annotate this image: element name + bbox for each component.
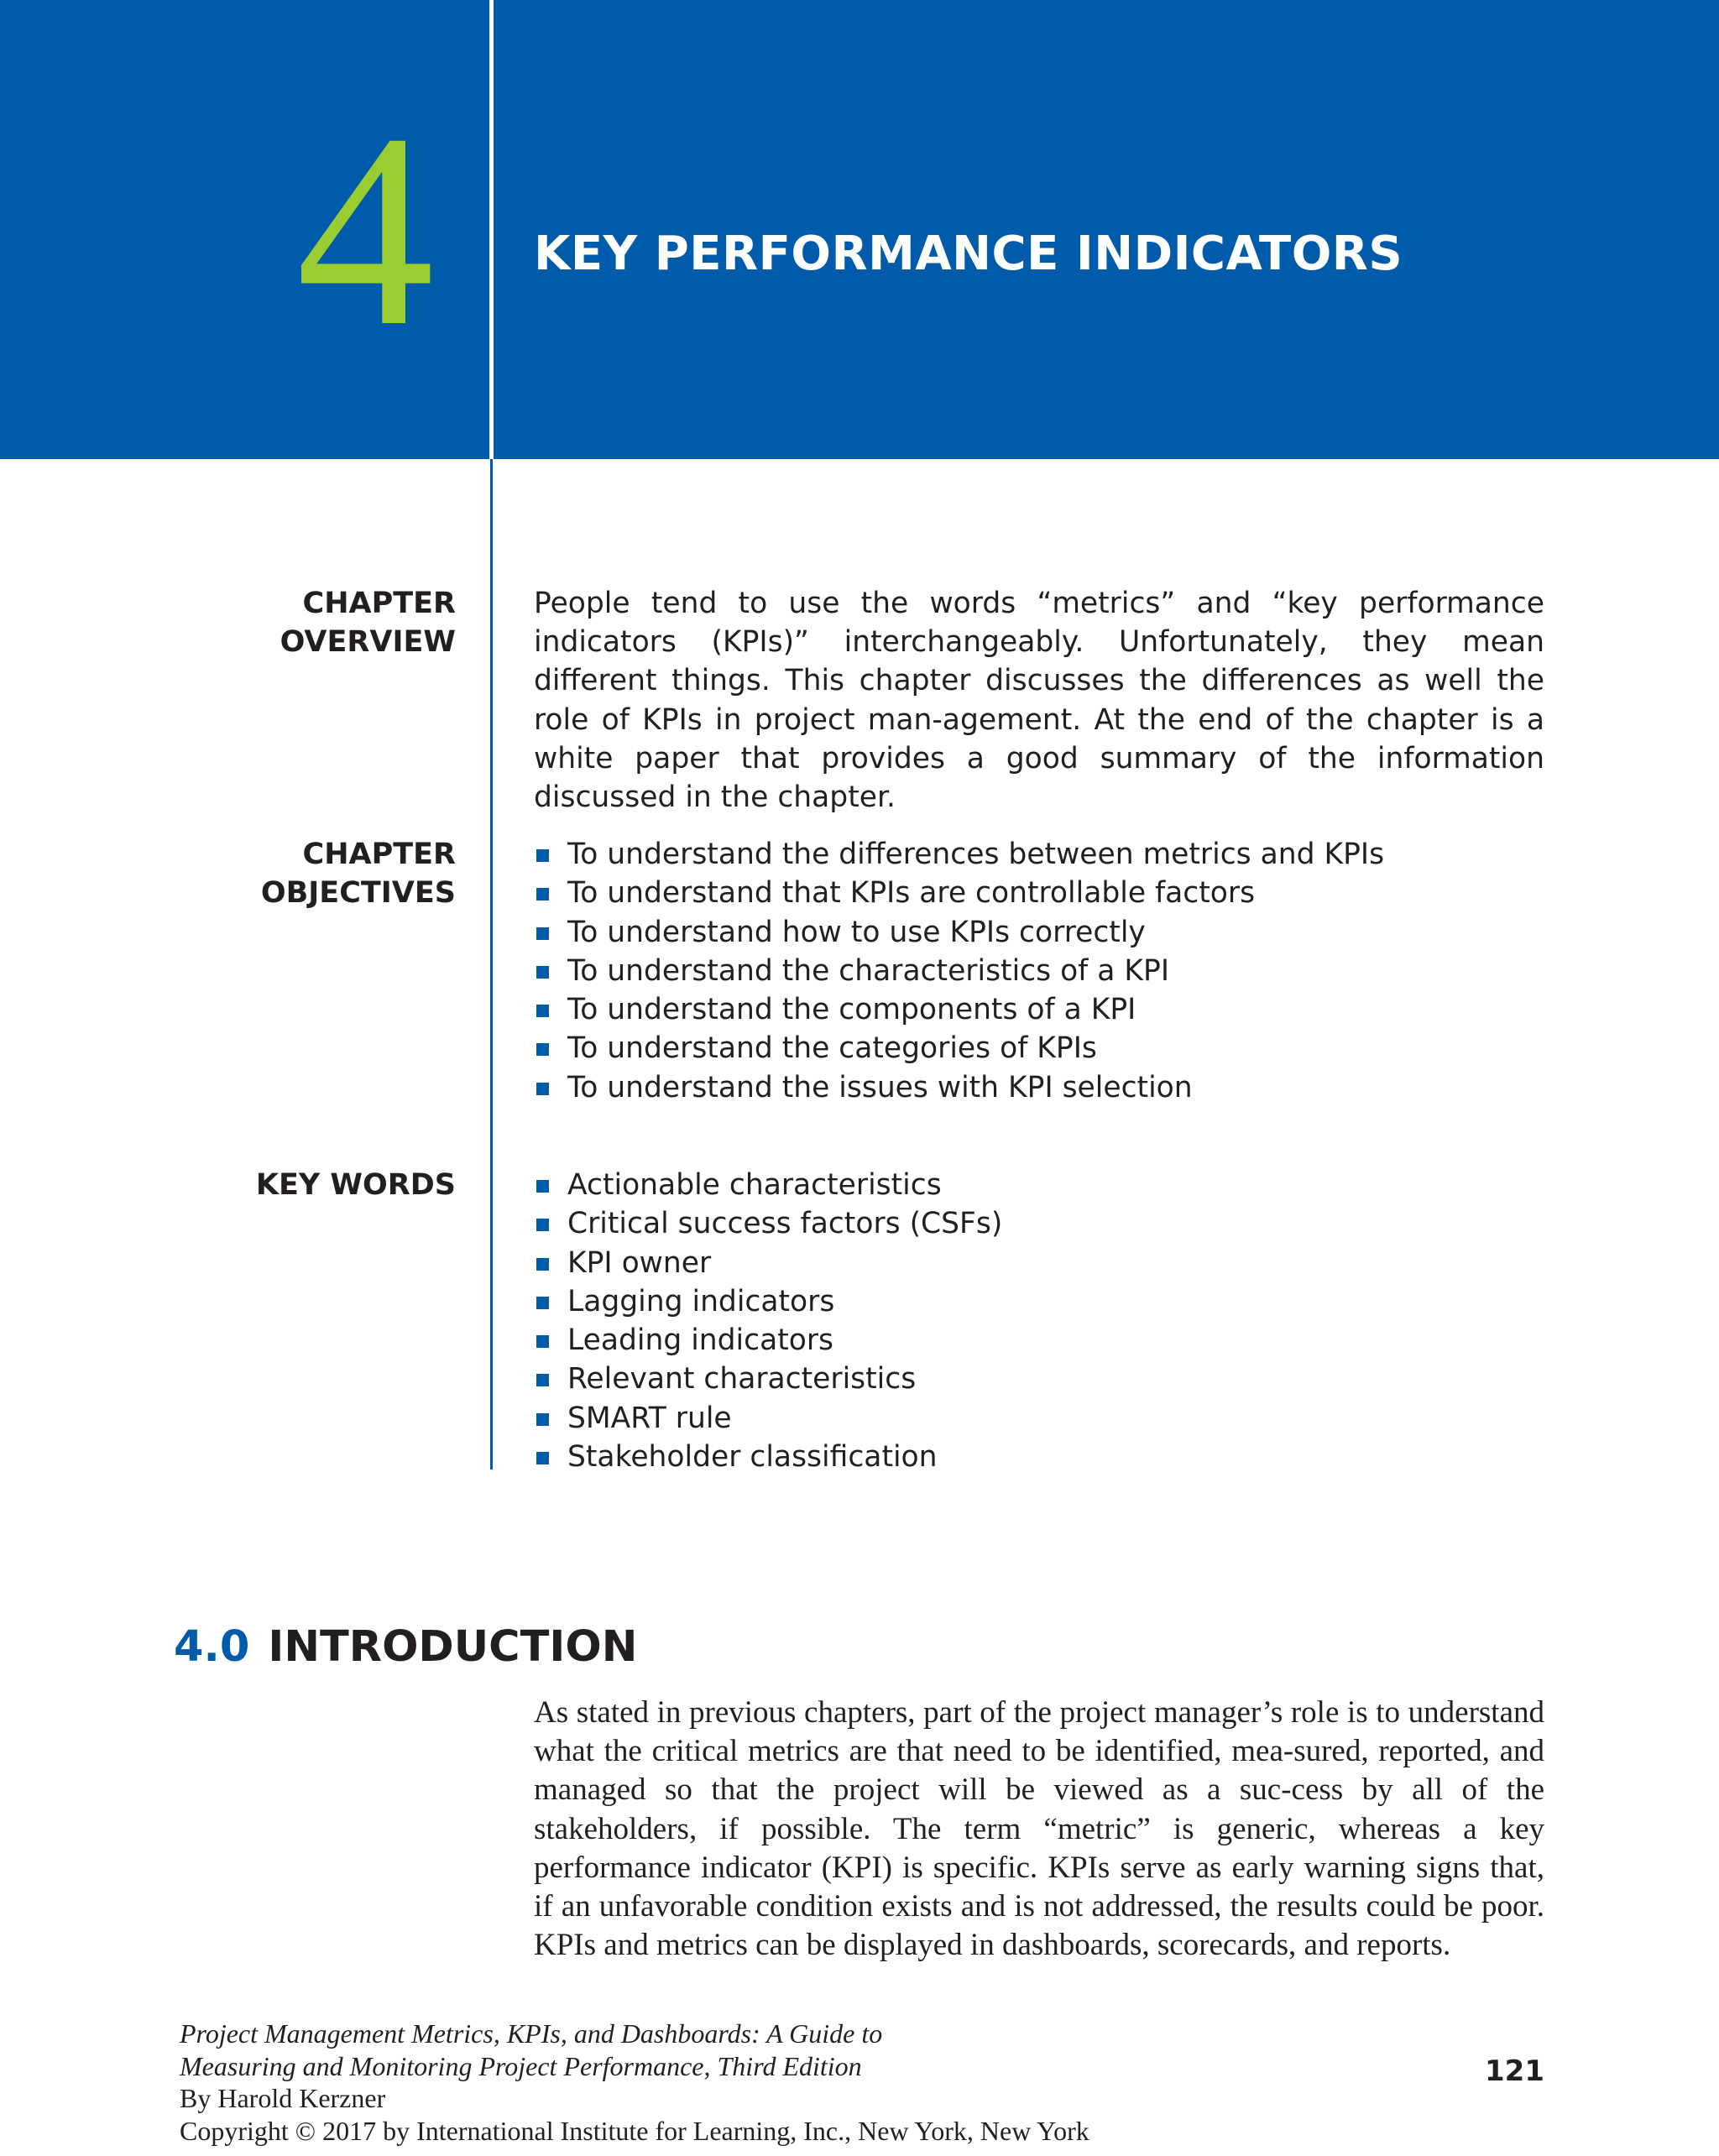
bullet-square-icon	[536, 1297, 549, 1309]
page-number: 121	[1485, 2054, 1544, 2088]
keyword-text: Lagging indicators	[567, 1284, 835, 1318]
section-body-text: As stated in previous chapters, part of the project manager’s role is to understand what the critical metrics are that need to be identified, mea-sured, reported, and managed so that the project will be viewed as a suc-cess by all of the stakeholders, if possible. The term “metric” is generic, whereas a key performance indicator (KPI) is specific. KPIs serve as early warning signs that, if an unfavorable condition exists and is not addressed, the results could be poor. KPIs and metrics can be displayed in dashboards, scorecards, and reports.	[534, 1695, 1544, 1963]
chapter-objectives-list	[534, 835, 1384, 1107]
key-words-label: KEY WORDS	[255, 1168, 456, 1202]
chapter-objectives-label-line1: CHAPTER	[302, 838, 456, 871]
list-item	[534, 913, 1384, 952]
bullet-square-icon	[536, 966, 549, 979]
bullet-square-icon	[536, 1083, 549, 1095]
bullet-square-icon	[536, 1258, 549, 1271]
list-item	[534, 990, 1384, 1029]
objective-text: To understand the differences between metrics and KPIs	[567, 838, 1385, 871]
list-item	[534, 1204, 1002, 1243]
objective-text: To understand the categories of KPIs	[567, 1031, 1097, 1066]
objective-text: To understand the characteristics of a KPI	[567, 953, 1170, 988]
bullet-square-icon	[536, 1005, 549, 1017]
bullet-square-icon	[536, 927, 549, 940]
list-item	[534, 1399, 1002, 1438]
chapter-objectives-label-line2: OBJECTIVES	[260, 876, 456, 910]
keyword-text: Actionable characteristics	[567, 1168, 942, 1202]
list-item	[534, 1438, 1002, 1476]
chapter-objectives-label	[261, 835, 456, 912]
section-title: INTRODUCTION	[268, 1622, 638, 1672]
list-item	[534, 1166, 1002, 1204]
book-author: By Harold Kerzner	[180, 2083, 386, 2113]
list-item	[534, 1282, 1002, 1321]
bullet-square-icon	[536, 1043, 549, 1056]
banner-divider	[489, 0, 494, 459]
list-item	[534, 1244, 1002, 1282]
book-title-line2: Measuring and Monitoring Project Performance, Third Edition	[180, 2050, 862, 2081]
objective-text: To understand the components of a KPI	[567, 993, 1136, 1027]
vertical-rule	[490, 459, 493, 1470]
list-item	[534, 874, 1384, 912]
chapter-overview-label	[280, 584, 456, 661]
keyword-text: Leading indicators	[567, 1323, 834, 1358]
page-footer	[180, 2018, 1089, 2147]
keyword-text: Stakeholder classification	[567, 1440, 938, 1475]
keyword-text: SMART rule	[567, 1401, 732, 1435]
keyword-text: Relevant characteristics	[567, 1362, 917, 1396]
chapter-overview-text: People tend to use the words “metrics” and “key performance indicators (KPIs)” interchangeably. Unfortunately, they mean different things. This chapter discusses the differences as well the role of KPIs in project man-agement. At the end of the chapter is a white paper that provides a good summary of the information discussed in the chapter.	[534, 587, 1544, 815]
bullet-square-icon	[536, 1413, 549, 1426]
objective-text: To understand how to use KPIs correctly	[567, 915, 1146, 949]
objective-text: To understand the issues with KPI selection	[567, 1070, 1193, 1104]
bullet-square-icon	[536, 1180, 549, 1193]
key-words-list	[534, 1166, 1002, 1476]
copyright-notice: Copyright © 2017 by International Institute for Learning, Inc., New York, New York	[180, 2115, 1089, 2146]
list-item	[534, 952, 1384, 990]
bullet-square-icon	[536, 888, 549, 901]
section-number: 4.0	[174, 1622, 250, 1672]
section-heading	[174, 1620, 637, 1675]
chapter-overview-label-line1: CHAPTER	[302, 587, 456, 620]
chapter-number: 4	[295, 77, 435, 384]
bullet-square-icon	[536, 1219, 549, 1231]
bullet-square-icon	[536, 1335, 549, 1348]
bullet-square-icon	[536, 849, 549, 862]
list-item	[534, 835, 1384, 874]
keyword-text: Critical success factors (CSFs)	[567, 1207, 1003, 1241]
objective-text: To understand that KPIs are controllable factors	[567, 876, 1256, 911]
chapter-overview-label-line2: OVERVIEW	[280, 625, 456, 659]
list-item	[534, 1360, 1002, 1398]
list-item	[534, 1321, 1002, 1360]
keyword-text: KPI owner	[567, 1245, 712, 1280]
list-item	[534, 1068, 1384, 1107]
bullet-square-icon	[536, 1452, 549, 1464]
chapter-title: KEY PERFORMANCE INDICATORS	[534, 227, 1403, 281]
chapter-banner	[0, 0, 1719, 459]
bullet-square-icon	[536, 1374, 549, 1386]
list-item	[534, 1029, 1384, 1068]
book-title-line1: Project Management Metrics, KPIs, and Dashboards: A Guide to	[180, 2018, 883, 2049]
